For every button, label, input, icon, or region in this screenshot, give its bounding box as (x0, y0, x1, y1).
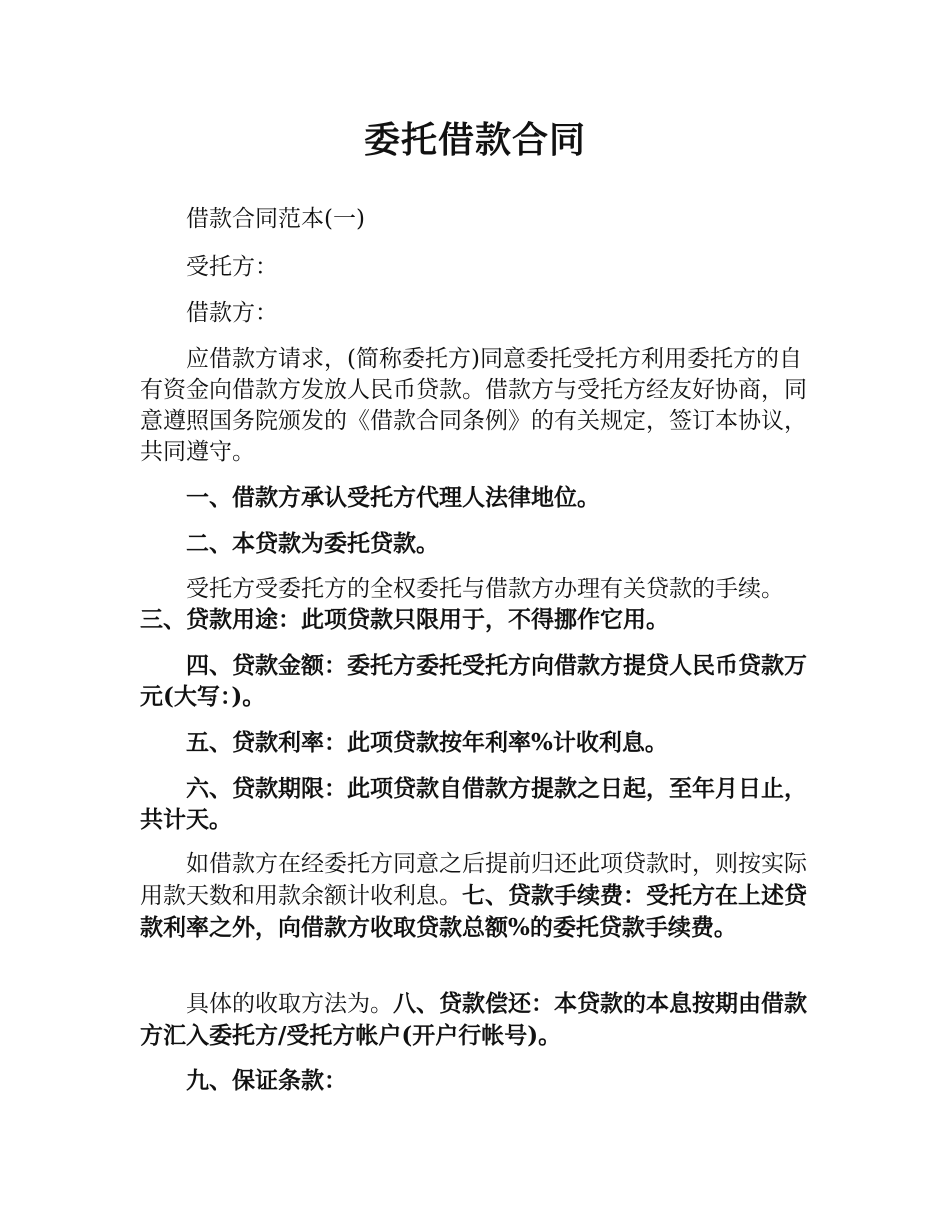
clause-text: 一、借款方承认受托方代理人法律地位。 (186, 484, 600, 511)
paragraph-trustee-authority (140, 574, 830, 605)
paragraph-text: 具体的收取方法为。 (186, 991, 393, 1017)
paragraph-early-repayment (140, 849, 820, 944)
clause-text: 六、贷款期限：此项贷款自借款方提款之日起，至年月日止，共计天。 (140, 775, 807, 833)
clause-5 (140, 727, 820, 758)
paragraph-trustee (140, 252, 820, 283)
paragraph-text: 借款方： (186, 300, 278, 326)
clause-text: 二、本贷款为委托贷款。 (186, 530, 439, 557)
paragraph-borrower (140, 298, 820, 329)
paragraph-fee-method (140, 988, 820, 1052)
paragraph-template-heading (140, 204, 820, 235)
clause-text: 四、贷款金额：委托方委托受托方向借款方提贷人民币贷款万元(大写：)。 (140, 652, 807, 710)
paragraph-text: 受托方受委托方的全权委托与借款方办理有关贷款的手续。 (186, 576, 784, 602)
clause-text: 三、贷款用途：此项贷款只限用于，不得挪作它用。 (140, 606, 669, 633)
clause-text: 九、保证条款： (186, 1067, 347, 1094)
paragraph-text: 应借款方请求，(简称委托方)同意委托受托方利用委托方的自有资金向借款方发放人民币贷款。借款方与受托方经友好协商，同意遵照国务院颁发的《借款合同条例》的有关规定，签订本协议，共同遵守。 (140, 346, 807, 465)
paragraph-text: 受托方： (186, 254, 278, 280)
clause-7: 七、贷款手续费：受托方在上述贷款利率之外，向借款方收取贷款总额%的委托贷款手续费。 (140, 882, 807, 941)
clause-2 (140, 528, 820, 559)
clause-8: 八、贷款偿还：本贷款的本息按期由借款方汇入委托方/受托方帐户(开户行帐号)。 (140, 990, 807, 1049)
paragraph-text: 如借款方在经委托方同意之后提前归还此项贷款时，则按实际用款天数和用款余额计收利息。 (140, 851, 807, 909)
clause-1 (140, 482, 820, 513)
clause-9 (140, 1065, 820, 1096)
paragraph-text: 借款合同范本(一) (186, 206, 365, 232)
clause-6 (140, 773, 820, 835)
document-title: 委托借款合同 (363, 120, 586, 161)
clause-3 (140, 604, 820, 635)
clause-text: 五、贷款利率：此项贷款按年利率%计收利息。 (186, 729, 668, 756)
paragraph-preamble (140, 344, 820, 468)
clause-4 (140, 650, 820, 712)
